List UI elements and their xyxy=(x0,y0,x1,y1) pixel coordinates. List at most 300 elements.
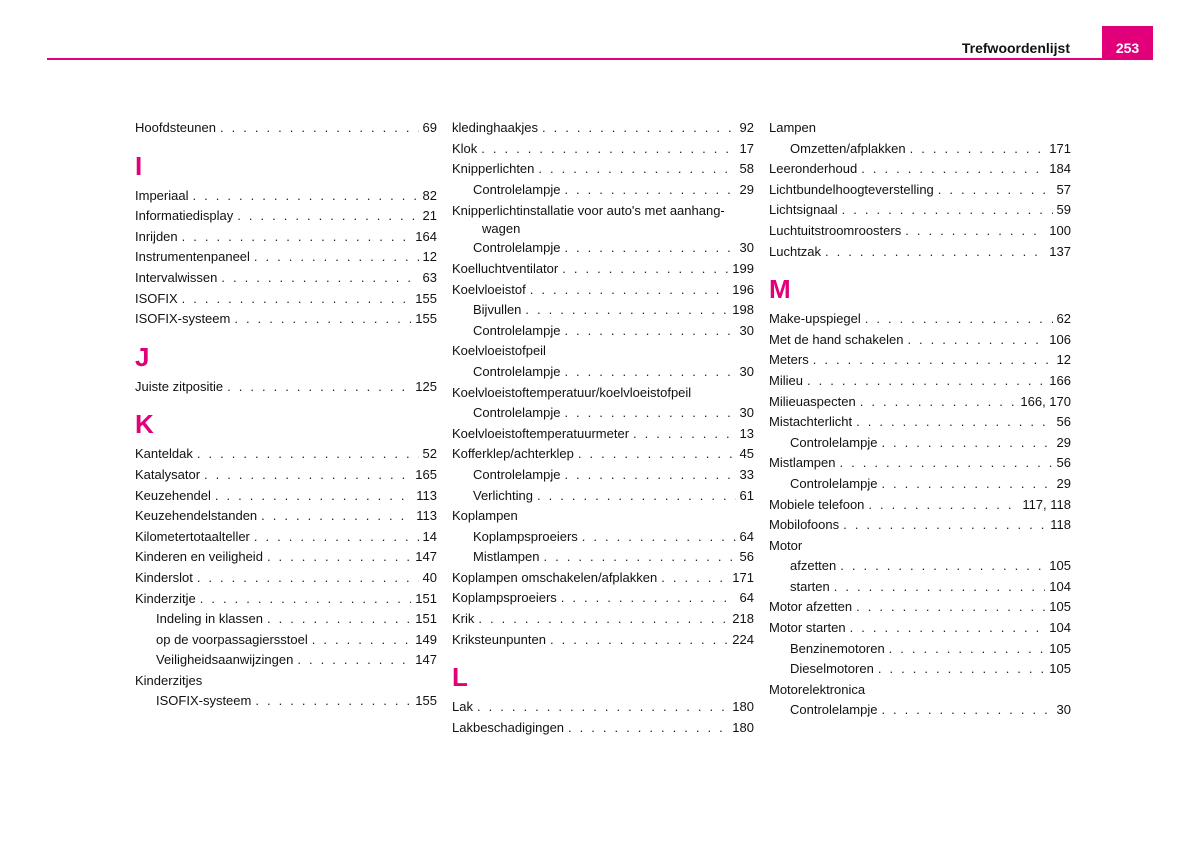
leader-dots xyxy=(564,363,735,380)
leader-dots xyxy=(878,660,1045,677)
section-letter: K xyxy=(135,409,154,440)
index-subentry xyxy=(769,557,1071,578)
leader-dots xyxy=(477,698,728,715)
index-subentry xyxy=(769,434,1071,455)
entry-term: Kinderzitje xyxy=(135,590,196,606)
entry-term: Intervalwissen xyxy=(135,269,218,285)
index-heading xyxy=(452,384,754,405)
entry-term: Indeling in klassen xyxy=(156,611,263,627)
entry-page-ref: 33 xyxy=(739,466,754,482)
entry-page-ref: 180 xyxy=(732,699,754,715)
leader-dots xyxy=(254,528,419,545)
entry-term: Inrijden xyxy=(135,228,178,244)
entry-page-ref: 61 xyxy=(739,487,754,503)
entry-page-ref: 63 xyxy=(422,269,437,285)
index-entry xyxy=(452,719,754,740)
entry-term: Kilometertotaalteller xyxy=(135,528,250,544)
index-entry xyxy=(452,140,754,161)
entry-term: afzetten xyxy=(790,558,837,574)
entry-term: Koelvloeistoftemperatuurmeter xyxy=(452,425,630,441)
leader-dots xyxy=(839,454,1052,471)
entry-page-ref: 166 xyxy=(1049,372,1071,388)
entry-term: Katalysator xyxy=(135,466,201,482)
entry-page-ref: 29 xyxy=(1056,475,1071,491)
entry-page-ref: 151 xyxy=(415,590,437,606)
leader-dots xyxy=(564,322,735,339)
leader-dots xyxy=(227,378,411,395)
leader-dots xyxy=(807,372,1045,389)
entry-page-ref: 56 xyxy=(1056,414,1071,430)
entry-term: Mistlampen xyxy=(473,549,540,565)
entry-page-ref: 118 xyxy=(1050,517,1071,533)
leader-dots xyxy=(868,496,1018,513)
entry-term: Controlelampje xyxy=(473,181,561,197)
index-entry xyxy=(135,378,437,399)
leader-dots xyxy=(881,475,1052,492)
entry-page-ref: 155 xyxy=(415,693,437,709)
entry-page-ref: 147 xyxy=(415,652,437,668)
entry-page-ref: 92 xyxy=(739,120,754,135)
entry-page-ref: 56 xyxy=(1056,455,1071,471)
index-heading xyxy=(769,681,1071,702)
entry-term: Omzetten/afplakken xyxy=(790,140,906,156)
entry-term: Meters xyxy=(769,352,809,368)
entry-term: ISOFIX-systeem xyxy=(135,311,231,327)
index-subentry xyxy=(135,610,437,631)
entry-term: Kinderen en veiligheid xyxy=(135,549,263,565)
entry-page-ref: 105 xyxy=(1049,558,1071,574)
entry-page-ref: 58 xyxy=(739,161,754,177)
entry-page-ref: 166, 170 xyxy=(1020,393,1071,409)
entry-page-ref: 62 xyxy=(1056,311,1071,327)
entry-page-ref: 106 xyxy=(1049,331,1071,347)
entry-term: Koelvloeistoftemperatuur/koelvloeistofpeil xyxy=(452,384,692,400)
entry-term: Lak xyxy=(452,699,473,715)
entry-page-ref: 82 xyxy=(422,187,437,203)
index-column-3 xyxy=(769,119,1071,722)
index-subentry xyxy=(135,651,437,672)
entry-page-ref: 198 xyxy=(732,302,754,318)
entry-term: Kanteldak xyxy=(135,446,193,462)
leader-dots xyxy=(542,119,736,136)
leader-dots xyxy=(537,487,736,504)
index-entry xyxy=(135,119,437,140)
index-entry xyxy=(769,496,1071,517)
entry-page-ref: 196 xyxy=(732,281,754,297)
entry-page-ref: 59 xyxy=(1056,202,1071,218)
entry-term: Klok xyxy=(452,140,478,156)
entry-term: Lichtsignaal xyxy=(769,202,838,218)
leader-dots xyxy=(865,310,1053,327)
entry-term: Kinderslot xyxy=(135,569,193,585)
index-entry xyxy=(452,425,754,446)
entry-page-ref: 29 xyxy=(739,181,754,197)
entry-term: Controlelampje xyxy=(790,475,878,491)
index-entry xyxy=(769,243,1071,264)
leader-dots xyxy=(525,301,728,318)
entry-term: op de voorpassagiersstoel xyxy=(156,631,308,647)
entry-page-ref: 113 xyxy=(416,487,437,503)
leader-dots xyxy=(905,222,1045,239)
leader-dots xyxy=(856,598,1045,615)
index-subentry xyxy=(452,301,754,322)
entry-page-ref: 171 xyxy=(1049,140,1071,156)
section-letter: I xyxy=(135,150,143,181)
index-entry xyxy=(135,487,437,508)
entry-page-ref: 30 xyxy=(739,322,754,338)
index-heading xyxy=(135,672,437,693)
index-entry xyxy=(135,290,437,311)
index-subentry xyxy=(769,701,1071,722)
index-entry xyxy=(452,260,754,281)
entry-page-ref: 29 xyxy=(1056,434,1071,450)
leader-dots xyxy=(850,619,1046,636)
index-entry xyxy=(769,454,1071,475)
leader-dots xyxy=(215,487,412,504)
leader-dots xyxy=(255,692,411,709)
entry-term: Milieu xyxy=(769,372,803,388)
entry-term: Met de hand schakelen xyxy=(769,331,904,347)
entry-page-ref: 14 xyxy=(422,528,437,544)
entry-page-ref: 224 xyxy=(732,631,754,647)
entry-page-ref: 149 xyxy=(415,631,437,647)
leader-dots xyxy=(661,569,728,586)
index-entry xyxy=(452,698,754,719)
leader-dots xyxy=(204,466,411,483)
index-entry xyxy=(452,631,754,652)
entry-term: Lampen xyxy=(769,120,816,135)
entry-term: Motor xyxy=(769,537,803,553)
entry-page-ref: 17 xyxy=(739,140,754,156)
entry-term: Koelvloeistofpeil xyxy=(452,343,546,359)
index-heading xyxy=(452,342,754,363)
section-letter: J xyxy=(135,341,150,372)
entry-page-ref: 69 xyxy=(422,120,437,135)
leader-dots xyxy=(568,719,728,736)
index-entry xyxy=(769,201,1071,222)
entry-page-ref: 13 xyxy=(739,425,754,441)
index-entry xyxy=(452,119,754,140)
entry-term: Motor afzetten xyxy=(769,599,853,615)
index-entry xyxy=(452,569,754,590)
index-entry xyxy=(769,181,1071,202)
index-subentry xyxy=(452,404,754,425)
index-entry xyxy=(135,228,437,249)
index-entry xyxy=(452,160,754,181)
page-title: Trefwoordenlijst xyxy=(961,40,1070,56)
entry-page-ref: 57 xyxy=(1056,181,1071,197)
entry-term: Koelvloeistof xyxy=(452,281,526,297)
index-entry xyxy=(452,589,754,610)
index-subentry xyxy=(769,660,1071,681)
index-heading xyxy=(452,507,754,528)
index-entry xyxy=(769,372,1071,393)
entry-page-ref: 113 xyxy=(416,508,437,524)
entry-term: Kofferklep/achterklep xyxy=(452,446,574,462)
index-heading xyxy=(769,119,1071,140)
entry-term: Mobiele telefoon xyxy=(769,496,865,512)
entry-page-ref: 105 xyxy=(1049,661,1071,677)
entry-page-ref: 64 xyxy=(739,590,754,606)
leader-dots xyxy=(813,351,1053,368)
leader-dots xyxy=(856,413,1052,430)
entry-page-ref: 52 xyxy=(422,446,437,462)
entry-term: Knipperlichten xyxy=(452,161,535,177)
index-entry xyxy=(769,351,1071,372)
leader-dots xyxy=(564,466,735,483)
entry-page-ref: 117, 118 xyxy=(1022,496,1071,512)
index-entry xyxy=(135,569,437,590)
index-subentry xyxy=(135,692,437,713)
entry-term: Informatiedisplay xyxy=(135,208,234,224)
page-number-box xyxy=(1102,26,1153,60)
entry-page-ref: 100 xyxy=(1049,222,1071,238)
index-entry xyxy=(769,222,1071,243)
entry-page-ref: 147 xyxy=(415,549,437,565)
entry-term: Mistlampen xyxy=(769,455,836,471)
entry-term xyxy=(452,202,725,238)
leader-dots xyxy=(907,331,1045,348)
index-entry xyxy=(452,610,754,631)
leader-dots xyxy=(842,201,1053,218)
leader-dots xyxy=(254,248,419,265)
entry-term: Motor starten xyxy=(769,620,846,636)
entry-term: Keuzehendel xyxy=(135,487,211,503)
index-column-2 xyxy=(452,119,754,739)
index-subentry xyxy=(769,640,1071,661)
entry-term: Keuzehendelstanden xyxy=(135,508,258,524)
entry-term: Controlelampje xyxy=(473,405,561,421)
leader-dots xyxy=(843,516,1046,533)
entry-page-ref: 171 xyxy=(732,569,754,585)
index-subentry xyxy=(452,548,754,569)
entry-term: Make-upspiegel xyxy=(769,311,861,327)
entry-page-ref: 30 xyxy=(739,405,754,421)
entry-page-ref: 45 xyxy=(739,446,754,462)
entry-term: Lakbeschadigingen xyxy=(452,719,565,735)
entry-term: Controlelampje xyxy=(473,466,561,482)
entry-term-line: Knipperlichtinstallatie voor auto's met aanhang- xyxy=(452,203,725,219)
index-subentry xyxy=(769,475,1071,496)
index-subentry xyxy=(452,528,754,549)
entry-term: Juiste zitpositie xyxy=(135,378,224,394)
entry-term: Kinderzitjes xyxy=(135,672,203,688)
index-entry xyxy=(769,598,1071,619)
entry-page-ref: 105 xyxy=(1049,599,1071,615)
entry-page-ref: 40 xyxy=(422,569,437,585)
entry-term: Mistachterlicht xyxy=(769,414,853,430)
entry-term: Benzinemotoren xyxy=(790,640,885,656)
entry-term: Milieuaspecten xyxy=(769,393,856,409)
entry-page-ref: 12 xyxy=(1056,352,1071,368)
index-entry xyxy=(769,331,1071,352)
entry-term: kledinghaakjes xyxy=(452,120,539,135)
index-entry xyxy=(135,466,437,487)
entry-term: Leeronderhoud xyxy=(769,161,858,177)
index-heading xyxy=(769,537,1071,558)
entry-page-ref: 12 xyxy=(422,249,437,265)
leader-dots xyxy=(237,207,418,224)
index-entry xyxy=(135,507,437,528)
entry-term: Controlelampje xyxy=(473,363,561,379)
entry-page-ref: 30 xyxy=(1056,702,1071,718)
leader-dots xyxy=(220,119,419,136)
entry-page-ref: 104 xyxy=(1049,620,1071,636)
index-subentry xyxy=(452,322,754,343)
leader-dots xyxy=(481,140,735,157)
entry-term: Koplampen omschakelen/afplakken xyxy=(452,569,658,585)
leader-dots xyxy=(530,281,729,298)
leader-dots xyxy=(564,404,735,421)
entry-term: Controlelampje xyxy=(790,434,878,450)
index-subentry xyxy=(769,578,1071,599)
entry-page-ref: 184 xyxy=(1049,161,1071,177)
index-subentry xyxy=(452,239,754,260)
entry-term: Veiligheidsaanwijzingen xyxy=(156,652,294,668)
leader-dots xyxy=(561,589,736,606)
leader-dots xyxy=(881,701,1052,718)
entry-page-ref: 199 xyxy=(732,260,754,276)
leader-dots xyxy=(261,507,412,524)
leader-dots xyxy=(582,528,736,545)
leader-dots xyxy=(825,243,1045,260)
index-entry xyxy=(769,310,1071,331)
index-entry xyxy=(135,269,437,290)
entry-term: Luchtuitstroomroosters xyxy=(769,222,902,238)
entry-page-ref: 180 xyxy=(732,719,754,735)
leader-dots xyxy=(881,434,1052,451)
entry-page-ref: 137 xyxy=(1049,243,1071,259)
index-entry xyxy=(769,516,1071,537)
leader-dots xyxy=(860,393,1017,410)
entry-term: Koplampsproeiers xyxy=(473,528,578,544)
entry-term: Bijvullen xyxy=(473,302,522,318)
entry-page-ref: 105 xyxy=(1049,640,1071,656)
entry-page-ref: 104 xyxy=(1049,578,1071,594)
index-column-1 xyxy=(135,119,437,713)
entry-term: Imperiaal xyxy=(135,187,189,203)
index-entry xyxy=(135,310,437,331)
leader-dots xyxy=(840,557,1045,574)
leader-dots xyxy=(200,590,412,607)
entry-term: Hoofdsteunen xyxy=(135,120,216,135)
entry-page-ref: 151 xyxy=(415,611,437,627)
entry-term: Verlichting xyxy=(473,487,533,503)
index-entry xyxy=(135,590,437,611)
index-subentry xyxy=(452,466,754,487)
index-entry xyxy=(135,207,437,228)
section-letter: L xyxy=(452,662,468,693)
entry-page-ref: 155 xyxy=(415,290,437,306)
entry-term: Koelluchtventilator xyxy=(452,260,559,276)
header-rule xyxy=(47,58,1153,60)
index-entry xyxy=(769,393,1071,414)
leader-dots xyxy=(910,140,1046,157)
entry-page-ref: 30 xyxy=(739,363,754,379)
leader-dots xyxy=(197,569,419,586)
page-number: 253 xyxy=(1115,40,1140,56)
entry-page-ref: 218 xyxy=(732,611,754,627)
entry-term-continuation: wagen xyxy=(482,221,521,237)
entry-page-ref: 165 xyxy=(415,466,437,482)
entry-term: Controlelampje xyxy=(790,702,878,718)
index-entry xyxy=(769,160,1071,181)
entry-page-ref: 30 xyxy=(739,240,754,256)
leader-dots xyxy=(234,310,411,327)
leader-dots xyxy=(562,260,728,277)
section-letter: M xyxy=(769,274,791,305)
leader-dots xyxy=(550,631,728,648)
leader-dots xyxy=(861,160,1045,177)
entry-term: ISOFIX xyxy=(135,290,178,306)
entry-term: Dieselmotoren xyxy=(790,661,874,677)
leader-dots xyxy=(538,160,735,177)
leader-dots xyxy=(478,610,728,627)
leader-dots xyxy=(197,445,419,462)
index-subentry xyxy=(452,487,754,508)
entry-term: Koplampsproeiers xyxy=(452,590,557,606)
leader-dots xyxy=(633,425,736,442)
index-heading xyxy=(452,201,754,239)
entry-page-ref: 125 xyxy=(415,378,437,394)
index-subentry xyxy=(452,363,754,384)
leader-dots xyxy=(312,631,412,648)
entry-term: Controlelampje xyxy=(473,322,561,338)
leader-dots xyxy=(889,640,1046,657)
index-subentry xyxy=(135,631,437,652)
entry-term: Controlelampje xyxy=(473,240,561,256)
entry-page-ref: 155 xyxy=(415,311,437,327)
entry-page-ref: 56 xyxy=(739,549,754,565)
entry-term: Lichtbundelhoogteverstelling xyxy=(769,181,934,197)
leader-dots xyxy=(182,290,412,307)
leader-dots xyxy=(578,445,736,462)
leader-dots xyxy=(297,651,411,668)
leader-dots xyxy=(182,228,412,245)
entry-term: Krik xyxy=(452,611,475,627)
index-entry xyxy=(135,248,437,269)
index-subentry xyxy=(452,181,754,202)
index-entry xyxy=(452,445,754,466)
entry-term: Mobilofoons xyxy=(769,517,840,533)
index-subentry xyxy=(769,140,1071,161)
index-entry xyxy=(135,548,437,569)
leader-dots xyxy=(564,239,735,256)
leader-dots xyxy=(938,181,1053,198)
leader-dots xyxy=(221,269,418,286)
entry-term: Motorelektronica xyxy=(769,681,866,697)
index-entry xyxy=(769,413,1071,434)
leader-dots xyxy=(267,548,411,565)
entry-page-ref: 64 xyxy=(739,528,754,544)
index-entry xyxy=(135,528,437,549)
index-entry xyxy=(769,619,1071,640)
entry-term: Instrumentenpaneel xyxy=(135,249,250,265)
leader-dots xyxy=(543,548,735,565)
entry-page-ref: 21 xyxy=(422,208,437,224)
entry-term: starten xyxy=(790,578,830,594)
entry-term: Kriksteunpunten xyxy=(452,631,546,647)
index-entry xyxy=(135,187,437,208)
entry-term: Luchtzak xyxy=(769,243,822,259)
index-entry xyxy=(452,281,754,302)
entry-page-ref: 164 xyxy=(415,228,437,244)
leader-dots xyxy=(267,610,411,627)
leader-dots xyxy=(834,578,1046,595)
entry-term: Koplampen xyxy=(452,508,518,524)
leader-dots xyxy=(192,187,418,204)
index-entry xyxy=(135,445,437,466)
